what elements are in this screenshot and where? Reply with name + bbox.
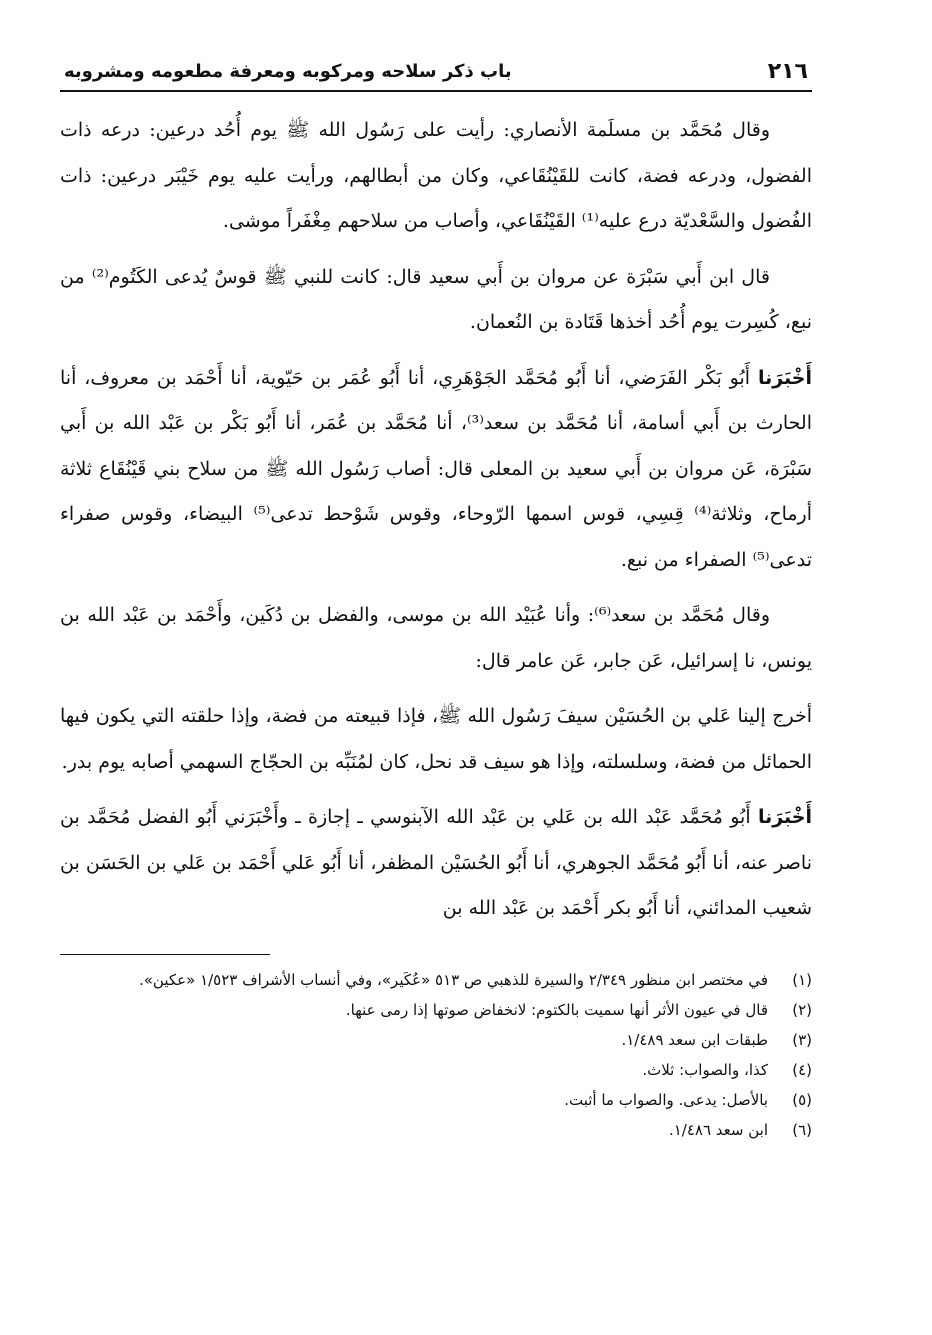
footnote (60, 965, 812, 995)
footnote-text: قال في عيون الأثر أنها سميت بالكتوم: لانخفاض صوتها إذا رمى عنها. (345, 1000, 768, 1019)
paragraph (60, 108, 812, 245)
footnote-number: (٦) (792, 1120, 812, 1139)
footnote-number: (٤) (792, 1060, 812, 1079)
paragraph-text: قال ابن أَبي سَبْرَة عن مروان بن أَبي سعيد قال: كانت للنبي ﷺ قوسٌ يُدعى الكَتُوم⁽²⁾ من نبع، كُسِرت يوم أُحُد أخذها قَتَادة بن النُعمان. (60, 265, 812, 333)
footnote-number: (٢) (792, 1000, 812, 1019)
running-head (60, 50, 812, 92)
paragraph-text: أَبُو مُحَمَّد عَبْد الله بن عَلي بن عَبْد الله الآبنوسي ـ إجازة ـ وأَخْبَرَني أَبُو الفضل مُحَمَّد بن ناصر عنه، أنا أَبُو مُحَمَّد الجوهري، أنا أَبُو الحُسَيْن المظفر، أنا أَبُو عَلي أَحْمَد بن عَلي بن الحَسَن بن شعيب المدائني، أنا أَبُو بكر أَحْمَد بن عَبْد الله بن (60, 806, 812, 919)
paragraph (60, 795, 812, 932)
footnote-text: طبقات ابن سعد ١/٤٨٩. (621, 1030, 768, 1049)
chapter-title: باب ذكر سلاحه ومركوبه ومعرفة مطعومه ومشروبه (64, 61, 512, 82)
footnote (60, 995, 812, 1025)
footnotes (60, 965, 812, 1145)
footnote-number: (٥) (792, 1090, 812, 1109)
footnote-text: ابن سعد ١/٤٨٦. (668, 1120, 768, 1139)
paragraph (60, 356, 812, 584)
footnote-separator (60, 954, 270, 955)
isnad-lead-word: أَخْبَرَنا (757, 366, 812, 389)
paragraph (60, 593, 812, 684)
footnote-text: بالأصل: يدعى. والصواب ما أثبت. (564, 1090, 768, 1109)
paragraph-text: وقال مُحَمَّد بن مسلَمة الأنصاري: رأيت على رَسُول الله ﷺ يوم أُحُد درعين: درعه ذات الفضول، ودرعه فضة، كانت للقَيْنُقَاعي، وكان من أبطالهم، ورأيت عليه يوم خَيْبَر درعين: ذات الفُضول والسَّعْديّة درع عليه⁽¹⁾ القَيْنُقَاعي، وأصاب من سلاحهم مِغْفَراً موشى. (60, 119, 812, 232)
book-page (60, 50, 812, 1290)
footnote (60, 1025, 812, 1055)
footnote-number: (٣) (792, 1030, 812, 1049)
main-text (60, 108, 812, 932)
footnote (60, 1055, 812, 1085)
footnote (60, 1115, 812, 1145)
footnote-number: (١) (792, 970, 812, 989)
footnote (60, 1085, 812, 1115)
paragraph-text: أخرج إلينا عَلي بن الحُسَيْن سيفَ رَسُول الله ﷺ، فإذا قبيعته من فضة، وإذا حلقته التي يكون فيها الحمائل من فضة، وسلسلته، وإذا هو سيف قد نحل، كان لمُنَبِّه بن الحجّاج السهمي أصابه يوم بدر. (60, 705, 812, 773)
isnad-lead-word: أَخْبَرَنا (757, 806, 812, 828)
paragraph-text: وقال مُحَمَّد بن سعد⁽⁶⁾: وأنا عُبَيْد الله بن موسى، والفضل بن دُكَين، وأَحْمَد بن عَبْد الله بن يونس، نا إسرائيل، عَن جابر، عَن عامر قال: (60, 604, 812, 672)
footnote-text: كذا، والصواب: ثلاث. (642, 1060, 768, 1079)
paragraph (60, 255, 812, 346)
paragraph (60, 694, 812, 785)
paragraph-text: أَبُو بَكْر الفَرَضي، أنا أَبُو مُحَمَّد الجَوْهَرِي، أنا أَبُو عُمَر بن حَيّوية، أنا أَحْمَد بن معروف، أنا الحارث بن أَبي أسامة، أنا مُحَمَّد بن سعد⁽³⁾، أنا مُحَمَّد بن عُمَر، أنا أَبُو بَكْر بن عَبْد الله بن أَبي سَبْرَة، عَن مروان بن أَبي سعيد بن المعلى قال: أصاب رَسُول الله ﷺ من سلاح بني قَيْنُقَاع ثلاثة أرماح، وثلاثة⁽⁴⁾ قِسِي، قوس اسمها الرّوحاء، وقوس شَوْحط تدعى⁽⁵⁾ البيضاء، وقوس صفراء تدعى⁽⁵⁾ الصفراء من نبع. (60, 366, 813, 571)
page-number: ٢١٦ (767, 59, 808, 84)
footnote-text: في مختصر ابن منظور ٢/٣٤٩ والسيرة للذهبي ص ٥١٣ «عُكَير»، وفي أنساب الأشراف ١/٥٢٣ «عكين». (138, 970, 768, 989)
